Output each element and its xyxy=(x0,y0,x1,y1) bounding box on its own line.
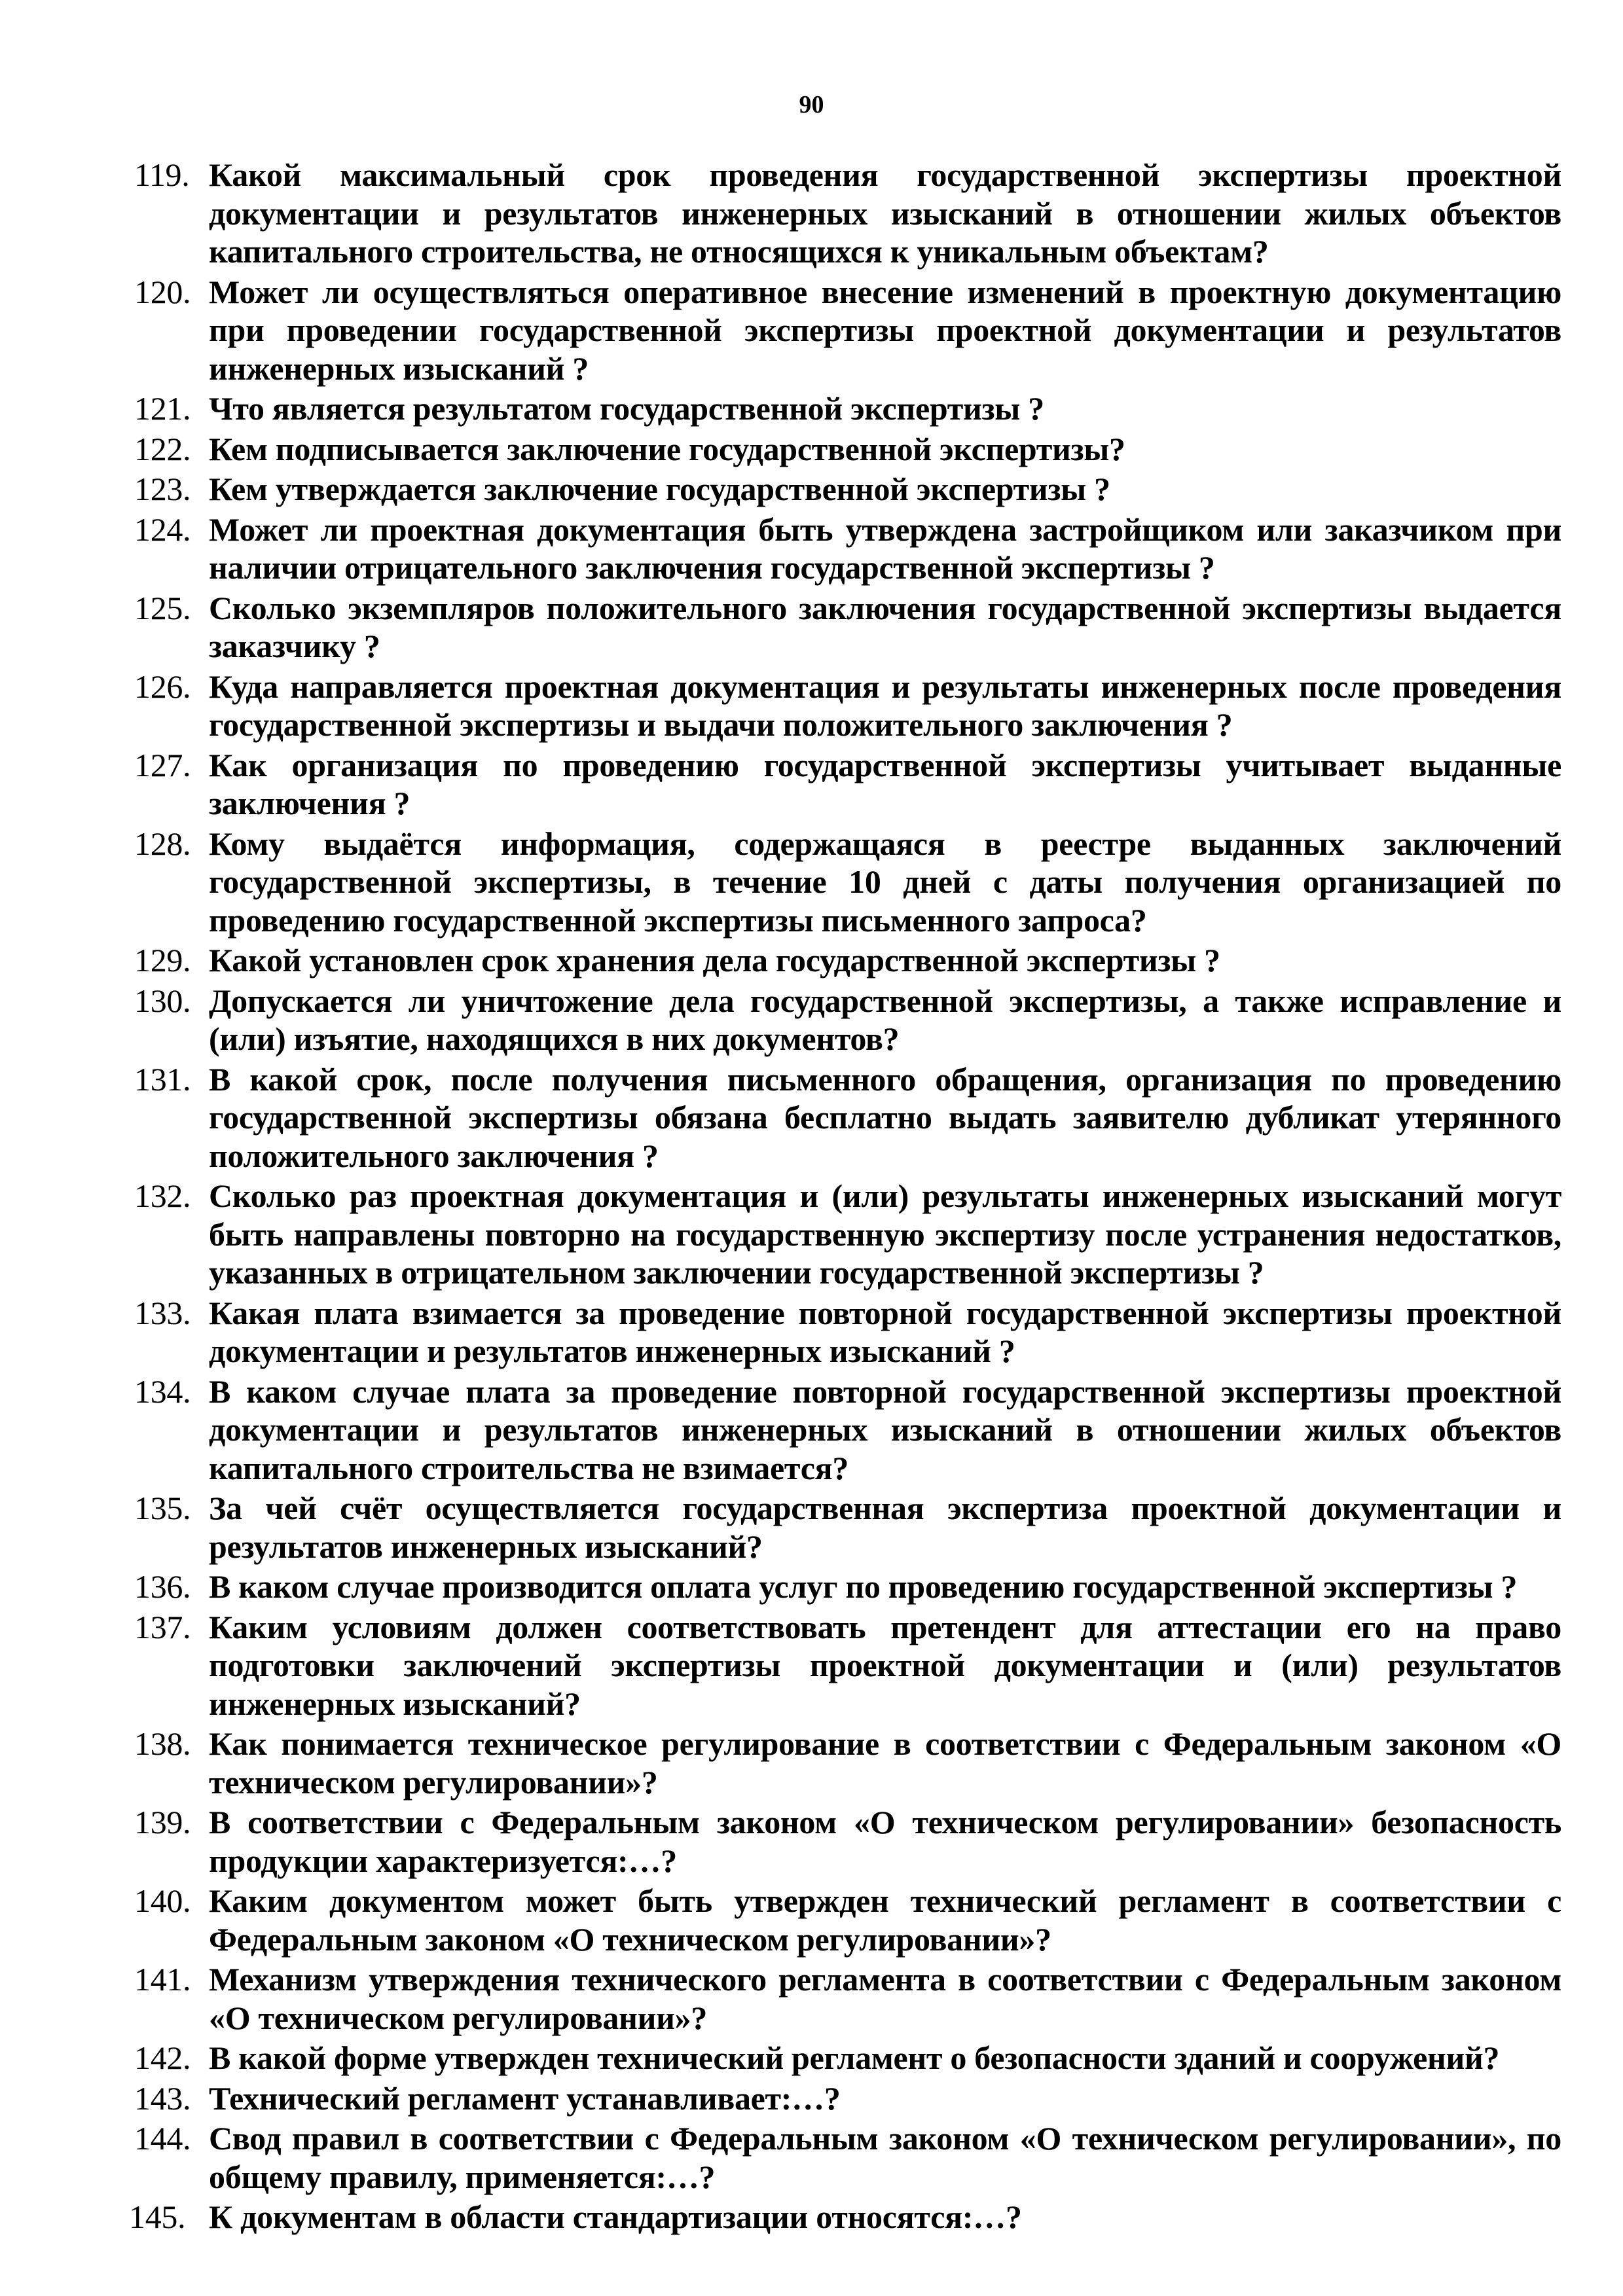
question-item xyxy=(134,589,1561,666)
question-number: 127. xyxy=(134,746,191,783)
question-number: 142. xyxy=(134,2039,191,2076)
question-text: Какая плата взимается за проведение повторной государственной экспертизы проектной документации и результатов инженерных изысканий ? xyxy=(209,1294,1561,1369)
question-number: 122. xyxy=(134,430,191,467)
question-text: Как понимается техническое регулирование в соответствии с Федеральным законом «О техническом регулировании»? xyxy=(209,1725,1561,1801)
question-number: 140. xyxy=(134,1882,191,1919)
question-item xyxy=(134,2039,1561,2077)
question-item xyxy=(134,2119,1561,2196)
question-item xyxy=(134,1725,1561,1801)
question-number: 130. xyxy=(134,982,191,1019)
page-number: 90 xyxy=(799,91,824,118)
question-text: Технический регламент устанавливает:…? xyxy=(209,2079,841,2117)
question-text: В каком случае производится оплата услуг по проведению государственной экспертизы ? xyxy=(209,1568,1518,1605)
question-item xyxy=(134,1372,1561,1488)
question-item xyxy=(134,1803,1561,1880)
question-item xyxy=(134,668,1561,744)
question-text: Каким документом может быть утвержден технический регламент в соответствии с Федеральным законом «О техническом регулировании»? xyxy=(209,1882,1561,1958)
question-number: 121. xyxy=(134,390,191,427)
question-list xyxy=(129,156,1561,2238)
question-item xyxy=(134,1060,1561,1175)
question-number: 131. xyxy=(134,1060,191,1098)
question-number: 123. xyxy=(134,471,191,507)
question-item xyxy=(134,1960,1561,2037)
question-text: Кому выдаётся информация, содержащаяся в реестре выданных заключений государственной экспертизы, в течение 10 дней с даты получения организацией по проведению государственной экспертизы письменного запроса? xyxy=(209,825,1561,939)
question-number: 126. xyxy=(134,668,191,705)
question-text: В какой срок, после получения письменного обращения, организация по проведению государственной экспертизы обязана бесплатно выдать заявителю дубликат утерянного положительного заключения ? xyxy=(209,1060,1561,1174)
question-number: 143. xyxy=(134,2079,191,2117)
question-item xyxy=(134,430,1561,469)
question-text: Может ли проектная документация быть утверждена застройщиком или заказчиком при наличии отрицательного заключения государственной экспертизы ? xyxy=(209,511,1561,586)
question-number: 139. xyxy=(134,1804,191,1840)
question-text: В каком случае плата за проведение повторной государственной экспертизы проектной документации и результатов инженерных изысканий в отношении жилых объектов капитального строительства не взимается? xyxy=(209,1372,1561,1486)
question-number: 138. xyxy=(134,1725,191,1762)
question-text: Каким условиям должен соответствовать претендент для аттестации его на право подготовки заключений экспертизы проектной документации и (или) результатов инженерных изысканий? xyxy=(209,1608,1561,1722)
question-item xyxy=(134,1608,1561,1723)
question-number: 132. xyxy=(134,1177,191,1214)
question-item xyxy=(134,273,1561,388)
question-item xyxy=(134,941,1561,980)
question-item xyxy=(134,982,1561,1058)
question-number: 136. xyxy=(134,1568,191,1605)
question-text: Свод правил в соответствии с Федеральным законом «О техническом регулировании», по общему правилу, применяется:…? xyxy=(209,2120,1561,2195)
question-text: Куда направляется проектная документация и результаты инженерных после проведения государственной экспертизы и выдачи положительного заключения ? xyxy=(209,668,1561,743)
question-number: 120. xyxy=(134,273,191,310)
question-text: Может ли осуществляться оперативное внесение изменений в проектную документацию при проведении государственной экспертизы проектной документации и результатов инженерных изысканий ? xyxy=(209,273,1561,387)
question-item xyxy=(134,470,1561,509)
question-item xyxy=(129,2198,1561,2236)
question-text: В соответствии с Федеральным законом «О техническом регулировании» безопасность продукции характеризуется:…? xyxy=(209,1804,1561,1879)
question-text: За чей счёт осуществляется государственная экспертиза проектной документации и результатов инженерных изысканий? xyxy=(209,1490,1561,1565)
question-text: Как организация по проведению государственной экспертизы учитывает выданные заключения ? xyxy=(209,746,1561,821)
question-number: 125. xyxy=(134,589,191,626)
question-text: Что является результатом государственной экспертизы ? xyxy=(209,390,1044,427)
question-text: Кем подписывается заключение государственной экспертизы? xyxy=(209,430,1125,467)
question-item xyxy=(134,1489,1561,1566)
question-number: 135. xyxy=(134,1490,191,1526)
question-text: В какой форме утвержден технический регламент о безопасности зданий и сооружений? xyxy=(209,2039,1500,2076)
question-item xyxy=(134,389,1561,428)
question-item xyxy=(134,1177,1561,1292)
question-number: 144. xyxy=(134,2120,191,2157)
question-text: К документам в области стандартизации относятся:…? xyxy=(209,2198,1022,2235)
question-text: Механизм утверждения технического регламента в соответствии с Федеральным законом «О техническом регулировании»? xyxy=(209,1961,1561,2036)
question-item xyxy=(134,156,1561,271)
question-item xyxy=(134,1882,1561,1958)
question-text: Какой установлен срок хранения дела государственной экспертизы ? xyxy=(209,942,1220,978)
question-item xyxy=(134,511,1561,587)
question-number: 141. xyxy=(134,1961,191,1998)
question-number: 134. xyxy=(134,1372,191,1410)
question-item xyxy=(134,1568,1561,1606)
question-item xyxy=(134,825,1561,940)
question-number: 128. xyxy=(134,825,191,862)
question-item xyxy=(134,746,1561,823)
question-number: 137. xyxy=(134,1608,191,1645)
question-item xyxy=(134,2079,1561,2118)
question-number: 145. xyxy=(129,2198,186,2235)
question-number: 119. xyxy=(134,156,190,193)
question-number: 124. xyxy=(134,511,191,548)
question-text: Допускается ли уничтожение дела государственной экспертизы, а также исправление и (или) изъятие, находящихся в них документов? xyxy=(209,982,1561,1057)
question-number: 133. xyxy=(134,1294,191,1331)
question-number: 129. xyxy=(134,942,191,978)
question-text: Сколько раз проектная документация и (или) результаты инженерных изысканий могут быть направлены повторно на государственную экспертизу после устранения недостатков, указанных в отрицательном заключении государственной экспертизы ? xyxy=(209,1177,1561,1291)
question-text: Какой максимальный срок проведения государственной экспертизы проектной документации и результатов инженерных изысканий в отношении жилых объектов капитального строительства, не относящихся к уникальным объектам? xyxy=(209,156,1561,270)
question-text: Сколько экземпляров положительного заключения государственной экспертизы выдается заказчику ? xyxy=(209,589,1561,664)
question-text: Кем утверждается заключение государственной экспертизы ? xyxy=(209,471,1110,507)
question-item xyxy=(134,1294,1561,1371)
